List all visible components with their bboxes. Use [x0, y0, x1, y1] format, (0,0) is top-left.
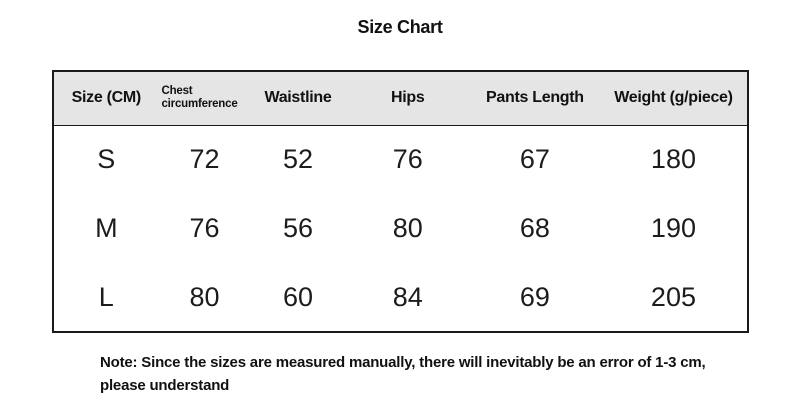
table-row-m: [53, 194, 748, 263]
cell-size: S: [97, 144, 116, 175]
column-header-chest: [159, 71, 251, 125]
note-line-2: please understand: [100, 377, 230, 394]
table-row-s: [53, 125, 748, 194]
cell-waistline: 52: [282, 144, 313, 175]
cell-waistline: 60: [282, 281, 313, 312]
cell-size: L: [98, 281, 114, 312]
table-row-l: [53, 263, 748, 332]
cell-hips: 80: [392, 213, 423, 243]
cell-weight: 190: [650, 213, 696, 243]
column-header-waistline: Waistline: [250, 71, 345, 125]
cell-weight: 205: [650, 281, 696, 312]
table-header-row: [53, 71, 748, 125]
cell-chest: 72: [189, 144, 220, 175]
column-header-size: Size (CM): [53, 71, 159, 125]
column-header-weight: Weight (g/piece): [600, 71, 748, 125]
column-header-pants-length: Pants Length: [470, 71, 600, 125]
note-text: [100, 351, 760, 397]
cell-weight: 180: [650, 144, 696, 175]
cell-pants-length: 68: [519, 213, 550, 243]
column-header-hips: Hips: [346, 71, 470, 125]
cell-pants-length: 69: [519, 281, 550, 312]
column-header-chest-label: Chest circumference: [161, 84, 238, 110]
cell-pants-length: 67: [519, 144, 550, 175]
size-chart-table: [52, 70, 749, 333]
cell-hips: 84: [392, 281, 423, 312]
page-title: Size Chart: [357, 17, 443, 37]
cell-chest: 80: [189, 281, 220, 312]
note-line-1: Note: Since the sizes are measured manually, there will inevitably be an error of 1-3 cm,: [100, 354, 706, 371]
cell-chest: 76: [189, 213, 220, 243]
cell-size: M: [95, 213, 118, 243]
cell-waistline: 56: [282, 213, 313, 243]
cell-hips: 76: [392, 144, 423, 175]
